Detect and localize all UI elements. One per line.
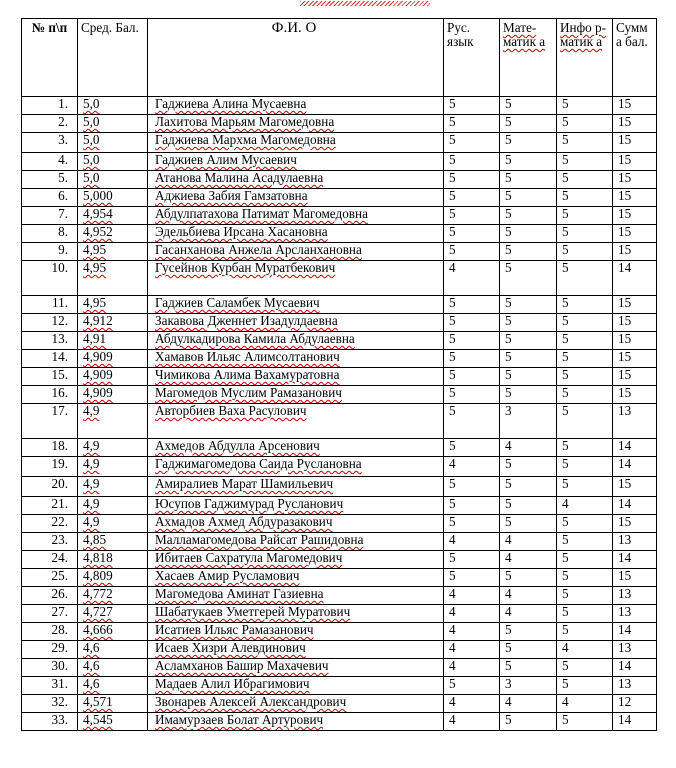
informatics-cell: 5 — [557, 332, 613, 350]
math-cell: 5 — [500, 153, 557, 171]
informatics-cell: 5 — [557, 477, 613, 497]
name-cell: Гусейнов Курбан Муратбекович — [148, 261, 444, 296]
sum-cell: 13 — [613, 641, 657, 659]
name-cell: Гасанханова Анжела Арсланхановна — [148, 243, 444, 261]
informatics-cell: 5 — [557, 677, 613, 695]
sum-cell: 15 — [613, 332, 657, 350]
russian-cell: 5 — [444, 153, 500, 171]
row-number-cell: 33. — [22, 713, 78, 731]
russian-cell: 5 — [444, 350, 500, 368]
sum-cell: 15 — [613, 386, 657, 404]
header-informatics: Инфо р-матик а — [557, 19, 613, 97]
russian-cell: 4 — [444, 659, 500, 677]
average-cell: 4,9 — [78, 515, 148, 533]
name-cell: Исаев Хизри Алевдинович — [148, 641, 444, 659]
sum-cell: 13 — [613, 404, 657, 439]
informatics-cell: 5 — [557, 171, 613, 189]
math-cell: 4 — [500, 695, 557, 713]
average-cell: 4,545 — [78, 713, 148, 731]
informatics-cell: 5 — [557, 153, 613, 171]
table-row — [22, 659, 657, 677]
sum-cell: 14 — [613, 439, 657, 457]
top-cut-text — [0, 0, 676, 8]
average-cell: 4,6 — [78, 677, 148, 695]
name-cell: Шабатукаев Уметгерей Муратович — [148, 605, 444, 623]
table-row — [22, 261, 657, 296]
average-cell: 4,9 — [78, 439, 148, 457]
average-cell: 4,809 — [78, 569, 148, 587]
informatics-cell: 5 — [557, 207, 613, 225]
name-cell: Абдулпатахова Патимат Магомедовна — [148, 207, 444, 225]
math-cell: 5 — [500, 386, 557, 404]
table-row — [22, 133, 657, 153]
average-cell: 4,9 — [78, 457, 148, 477]
sum-cell: 13 — [613, 587, 657, 605]
name-cell: Амиралиев Марат Шамильевич — [148, 477, 444, 497]
row-number-cell: 11. — [22, 296, 78, 314]
sum-cell: 15 — [613, 296, 657, 314]
sum-cell: 14 — [613, 261, 657, 296]
informatics-cell: 5 — [557, 569, 613, 587]
informatics-cell: 5 — [557, 386, 613, 404]
header-average: Сред. Бал. — [78, 19, 148, 97]
informatics-cell: 5 — [557, 533, 613, 551]
sum-cell: 14 — [613, 623, 657, 641]
average-cell: 4,6 — [78, 659, 148, 677]
average-cell: 4,85 — [78, 533, 148, 551]
math-cell: 5 — [500, 350, 557, 368]
name-cell: Гаджиева Мархма Магомедовна — [148, 133, 444, 153]
informatics-cell: 5 — [557, 243, 613, 261]
table-row — [22, 439, 657, 457]
russian-cell: 5 — [444, 115, 500, 133]
row-number-cell: 10. — [22, 261, 78, 296]
russian-cell: 5 — [444, 551, 500, 569]
header-russian: Рус. язык — [444, 19, 500, 97]
math-cell: 5 — [500, 189, 557, 207]
average-cell: 4,95 — [78, 261, 148, 296]
average-cell: 4,912 — [78, 314, 148, 332]
name-cell: Исатиев Ильяс Рамазанович — [148, 623, 444, 641]
average-cell: 4,6 — [78, 641, 148, 659]
table-row — [22, 477, 657, 497]
average-cell: 4,571 — [78, 695, 148, 713]
average-cell: 4,666 — [78, 623, 148, 641]
average-cell: 4,95 — [78, 296, 148, 314]
name-cell: Мадаев Алил Ибрагимович — [148, 677, 444, 695]
math-cell: 5 — [500, 296, 557, 314]
name-cell: Эдельбиева Ирсана Хасановна — [148, 225, 444, 243]
average-cell: 5,000 — [78, 189, 148, 207]
row-number-cell: 26. — [22, 587, 78, 605]
russian-cell: 5 — [444, 189, 500, 207]
table-row — [22, 296, 657, 314]
table-row — [22, 677, 657, 695]
informatics-cell: 5 — [557, 133, 613, 153]
row-number-cell: 25. — [22, 569, 78, 587]
row-number-cell: 20. — [22, 477, 78, 497]
row-number-cell: 16. — [22, 386, 78, 404]
russian-cell: 5 — [444, 133, 500, 153]
sum-cell: 15 — [613, 97, 657, 115]
table-row — [22, 457, 657, 477]
sum-cell: 15 — [613, 350, 657, 368]
table-row — [22, 569, 657, 587]
header-full-name: Ф.И. О — [148, 19, 444, 97]
table-row — [22, 641, 657, 659]
informatics-cell: 5 — [557, 115, 613, 133]
sum-cell: 12 — [613, 695, 657, 713]
sum-cell: 15 — [613, 368, 657, 386]
average-cell: 5,0 — [78, 97, 148, 115]
russian-cell: 5 — [444, 477, 500, 497]
informatics-cell: 4 — [557, 641, 613, 659]
sum-cell: 15 — [613, 171, 657, 189]
informatics-cell: 5 — [557, 261, 613, 296]
average-cell: 4,909 — [78, 368, 148, 386]
russian-cell: 5 — [444, 171, 500, 189]
russian-cell: 4 — [444, 623, 500, 641]
name-cell: Атанова Малина Асадулаевна — [148, 171, 444, 189]
name-cell: Асламханов Башир Махачевич — [148, 659, 444, 677]
table-row — [22, 551, 657, 569]
sum-cell: 13 — [613, 533, 657, 551]
informatics-cell: 5 — [557, 439, 613, 457]
average-cell: 5,0 — [78, 153, 148, 171]
row-number-cell: 27. — [22, 605, 78, 623]
name-cell: Чимикова Алима Вахамуратовна — [148, 368, 444, 386]
informatics-cell: 5 — [557, 587, 613, 605]
sum-cell: 15 — [613, 207, 657, 225]
row-number-cell: 9. — [22, 243, 78, 261]
russian-cell: 5 — [444, 243, 500, 261]
average-cell: 4,9 — [78, 497, 148, 515]
table-row — [22, 587, 657, 605]
row-number-cell: 28. — [22, 623, 78, 641]
name-cell: Имамурзаев Болат Артурович — [148, 713, 444, 731]
table-row — [22, 350, 657, 368]
informatics-cell: 5 — [557, 623, 613, 641]
table-row — [22, 695, 657, 713]
name-cell: Закавова Дженнет Изадулдаевна — [148, 314, 444, 332]
name-cell: Абдулкадирова Камила Абдулаевна — [148, 332, 444, 350]
table-row — [22, 97, 657, 115]
sum-cell: 15 — [613, 115, 657, 133]
sum-cell: 13 — [613, 677, 657, 695]
sum-cell: 14 — [613, 659, 657, 677]
sum-cell: 15 — [613, 477, 657, 497]
table-row — [22, 207, 657, 225]
math-cell: 5 — [500, 713, 557, 731]
name-cell: Ахмедов Абдулла Арсенович — [148, 439, 444, 457]
header-sum: Сумм а бал. — [613, 19, 657, 97]
table-row — [22, 153, 657, 171]
russian-cell: 5 — [444, 97, 500, 115]
informatics-cell: 5 — [557, 404, 613, 439]
math-cell: 3 — [500, 404, 557, 439]
sum-cell: 13 — [613, 605, 657, 623]
math-cell: 5 — [500, 623, 557, 641]
row-number-cell: 19. — [22, 457, 78, 477]
table-row — [22, 115, 657, 133]
average-cell: 4,952 — [78, 225, 148, 243]
name-cell: Магомедова Аминат Газиевна — [148, 587, 444, 605]
row-number-cell: 23. — [22, 533, 78, 551]
sum-cell: 14 — [613, 497, 657, 515]
average-cell: 5,0 — [78, 115, 148, 133]
informatics-cell: 5 — [557, 368, 613, 386]
math-cell: 4 — [500, 439, 557, 457]
table-row — [22, 332, 657, 350]
informatics-cell: 5 — [557, 350, 613, 368]
russian-cell: 5 — [444, 314, 500, 332]
header-number: № п\п — [22, 19, 78, 97]
math-cell: 4 — [500, 551, 557, 569]
math-cell: 5 — [500, 477, 557, 497]
table-row — [22, 497, 657, 515]
sum-cell: 14 — [613, 457, 657, 477]
average-cell: 4,91 — [78, 332, 148, 350]
table-header-row — [22, 19, 657, 97]
average-cell: 5,0 — [78, 133, 148, 153]
table-row — [22, 368, 657, 386]
sum-cell: 14 — [613, 551, 657, 569]
row-number-cell: 29. — [22, 641, 78, 659]
russian-cell: 5 — [444, 207, 500, 225]
table-row — [22, 243, 657, 261]
row-number-cell: 2. — [22, 115, 78, 133]
average-cell: 4,9 — [78, 404, 148, 439]
name-cell: Хамавов Ильяс Алимсолтанович — [148, 350, 444, 368]
russian-cell: 5 — [444, 497, 500, 515]
russian-cell: 4 — [444, 695, 500, 713]
row-number-cell: 7. — [22, 207, 78, 225]
math-cell: 5 — [500, 225, 557, 243]
russian-cell: 4 — [444, 261, 500, 296]
name-cell: Гаджимагомедова Саида Руслановна — [148, 457, 444, 477]
informatics-cell: 5 — [557, 296, 613, 314]
math-cell: 5 — [500, 497, 557, 515]
informatics-cell: 5 — [557, 605, 613, 623]
row-number-cell: 5. — [22, 171, 78, 189]
sum-cell: 15 — [613, 133, 657, 153]
row-number-cell: 24. — [22, 551, 78, 569]
math-cell: 5 — [500, 659, 557, 677]
table-row — [22, 533, 657, 551]
row-number-cell: 6. — [22, 189, 78, 207]
row-number-cell: 17. — [22, 404, 78, 439]
sum-cell: 15 — [613, 189, 657, 207]
table-row — [22, 314, 657, 332]
row-number-cell: 14. — [22, 350, 78, 368]
russian-cell: 5 — [444, 515, 500, 533]
average-cell: 4,95 — [78, 243, 148, 261]
sum-cell: 14 — [613, 713, 657, 731]
table-row — [22, 171, 657, 189]
russian-cell: 5 — [444, 386, 500, 404]
russian-cell: 5 — [444, 368, 500, 386]
table-row — [22, 623, 657, 641]
russian-cell: 5 — [444, 332, 500, 350]
informatics-cell: 5 — [557, 659, 613, 677]
math-cell: 5 — [500, 515, 557, 533]
russian-cell: 5 — [444, 404, 500, 439]
name-cell: Авторбиев Ваха Расулович — [148, 404, 444, 439]
header-math: Мате-матик а — [500, 19, 557, 97]
row-number-cell: 31. — [22, 677, 78, 695]
average-cell: 4,909 — [78, 350, 148, 368]
row-number-cell: 13. — [22, 332, 78, 350]
row-number-cell: 8. — [22, 225, 78, 243]
name-cell: Лахитова Марьям Магомедовна — [148, 115, 444, 133]
informatics-cell: 5 — [557, 457, 613, 477]
name-cell: Звонарев Алексей Александрович — [148, 695, 444, 713]
russian-cell: 4 — [444, 713, 500, 731]
informatics-cell: 4 — [557, 497, 613, 515]
name-cell: Хасаев Амир Русламович — [148, 569, 444, 587]
name-cell: Аджиева Забия Гамзатовна — [148, 189, 444, 207]
average-cell: 4,772 — [78, 587, 148, 605]
name-cell: Гаджиева Алина Мусаевна — [148, 97, 444, 115]
row-number-cell: 18. — [22, 439, 78, 457]
russian-cell: 4 — [444, 641, 500, 659]
informatics-cell: 5 — [557, 189, 613, 207]
informatics-cell: 4 — [557, 695, 613, 713]
russian-cell: 5 — [444, 677, 500, 695]
name-cell: Ибитаев Сахратула Магомедович — [148, 551, 444, 569]
table-row — [22, 404, 657, 439]
math-cell: 5 — [500, 115, 557, 133]
row-number-cell: 1. — [22, 97, 78, 115]
math-cell: 4 — [500, 587, 557, 605]
russian-cell: 5 — [444, 225, 500, 243]
sum-cell: 15 — [613, 225, 657, 243]
table-row — [22, 515, 657, 533]
name-cell: Ахмадов Ахмед Абдуразакович — [148, 515, 444, 533]
sum-cell: 15 — [613, 243, 657, 261]
math-cell: 4 — [500, 605, 557, 623]
average-cell: 4,818 — [78, 551, 148, 569]
name-cell: Малламагомедова Райсат Рашидовна — [148, 533, 444, 551]
math-cell: 5 — [500, 133, 557, 153]
average-cell: 4,954 — [78, 207, 148, 225]
russian-cell: 4 — [444, 587, 500, 605]
table-row — [22, 225, 657, 243]
sum-cell: 15 — [613, 153, 657, 171]
average-cell: 4,727 — [78, 605, 148, 623]
math-cell: 4 — [500, 533, 557, 551]
row-number-cell: 21. — [22, 497, 78, 515]
name-cell: Гаджиев Саламбек Мусаевич — [148, 296, 444, 314]
russian-cell: 5 — [444, 439, 500, 457]
table-row — [22, 189, 657, 207]
sum-cell: 15 — [613, 314, 657, 332]
math-cell: 5 — [500, 332, 557, 350]
average-cell: 4,9 — [78, 477, 148, 497]
informatics-cell: 5 — [557, 713, 613, 731]
russian-cell: 5 — [444, 296, 500, 314]
russian-cell: 4 — [444, 533, 500, 551]
math-cell: 5 — [500, 314, 557, 332]
name-cell: Гаджиев Алим Мусаевич — [148, 153, 444, 171]
russian-cell: 4 — [444, 457, 500, 477]
russian-cell: 5 — [444, 569, 500, 587]
row-number-cell: 15. — [22, 368, 78, 386]
table-row — [22, 605, 657, 623]
math-cell: 5 — [500, 261, 557, 296]
row-number-cell: 30. — [22, 659, 78, 677]
row-number-cell: 12. — [22, 314, 78, 332]
informatics-cell: 5 — [557, 515, 613, 533]
math-cell: 5 — [500, 243, 557, 261]
math-cell: 5 — [500, 641, 557, 659]
row-number-cell: 22. — [22, 515, 78, 533]
sum-cell: 15 — [613, 569, 657, 587]
grades-table — [21, 18, 657, 731]
row-number-cell: 4. — [22, 153, 78, 171]
row-number-cell: 3. — [22, 133, 78, 153]
name-cell: Магомедов Муслим Рамазанович — [148, 386, 444, 404]
average-cell: 4,909 — [78, 386, 148, 404]
row-number-cell: 32. — [22, 695, 78, 713]
math-cell: 5 — [500, 207, 557, 225]
informatics-cell: 5 — [557, 551, 613, 569]
table-row — [22, 386, 657, 404]
informatics-cell: 5 — [557, 97, 613, 115]
russian-cell: 4 — [444, 605, 500, 623]
math-cell: 5 — [500, 457, 557, 477]
name-cell: Юсупов Гаджимурад Русланович — [148, 497, 444, 515]
informatics-cell: 5 — [557, 225, 613, 243]
math-cell: 5 — [500, 97, 557, 115]
math-cell: 5 — [500, 368, 557, 386]
math-cell: 5 — [500, 569, 557, 587]
informatics-cell: 5 — [557, 314, 613, 332]
average-cell: 5,0 — [78, 171, 148, 189]
math-cell: 3 — [500, 677, 557, 695]
table-row — [22, 713, 657, 731]
sum-cell: 15 — [613, 515, 657, 533]
math-cell: 5 — [500, 171, 557, 189]
